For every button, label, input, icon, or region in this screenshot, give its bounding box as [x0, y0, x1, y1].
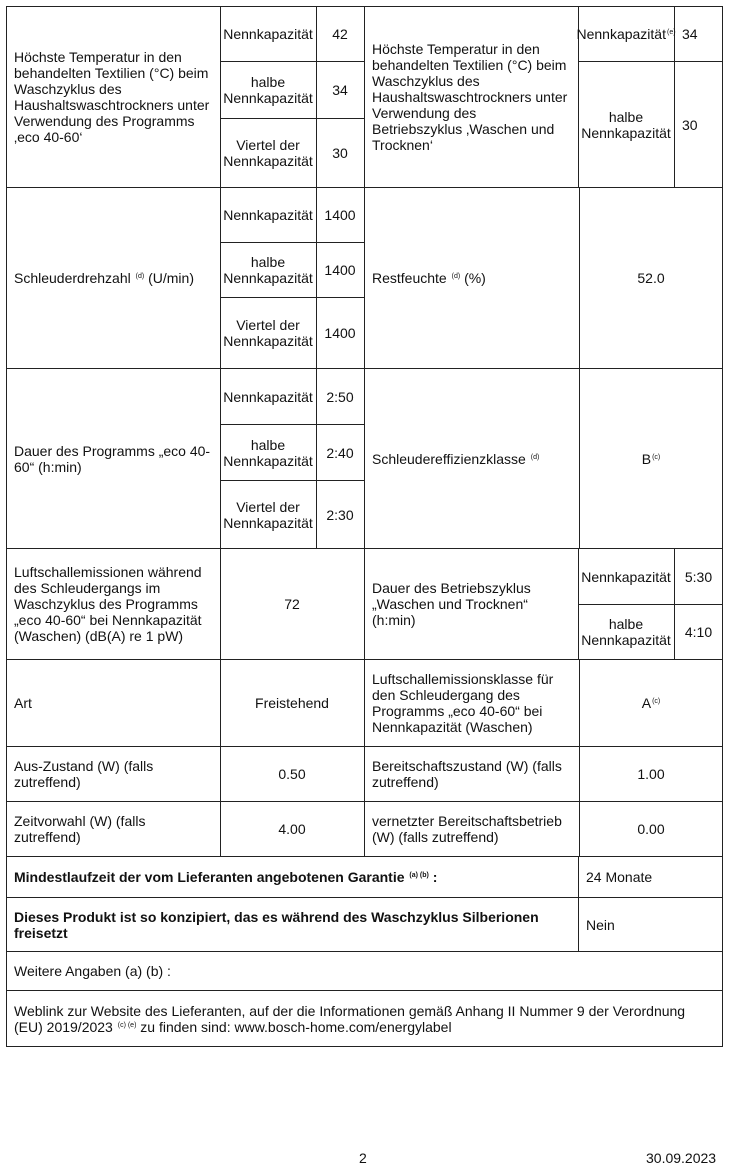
- duration-quarter-value: 2:30: [326, 506, 354, 523]
- spin-efficiency-class-value: $B^{(c)}$: [641, 450, 661, 467]
- weblink-text: Weblink zur Website des Lieferanten, auf der die Informationen gemäß Anhang II Nummer 9 der Verordnung (EU) 2019/2023 $^{(c) (e)}$ zu finden sind: www.bosch-home.com/energylabel: [14, 1002, 686, 1035]
- wash-dry-temperature-rated-value: 34: [682, 26, 698, 42]
- wash-dry-duration-label: Dauer des Betriebszyklus „Waschen und Trocknen“ (h:min): [372, 580, 531, 628]
- wash-dry-duration-rated-value: 5:30: [684, 568, 713, 585]
- networked-standby-value: 0.00: [637, 821, 665, 837]
- spin-quarter-capacity-label: Viertel der Nennkapazität: [223, 317, 313, 349]
- off-mode-value: 0.50: [278, 766, 306, 782]
- warranty-value: 24 Monate: [586, 869, 653, 885]
- spin-rated-capacity-label: Nennkapazität: [223, 207, 313, 223]
- noise-class-label: Luftschallemissionsklasse für den Schleudergang des Programms „eco 40-60“ bei Nennkapazität (Waschen): [372, 671, 554, 735]
- wash-dry-duration-rated-label: Nennkapazität: [581, 568, 671, 585]
- type-label: Art: [14, 695, 32, 711]
- residual-moisture-value: 52.0: [637, 270, 665, 286]
- max-temperature-wash-dry-label: Höchste Temperatur in den behandelten Textilien (°C) beim Waschzyklus des Haushaltswaschtrockners unter Verwendung des Betriebszyklus ‚Waschen und Trocknen‘: [372, 41, 568, 153]
- wash-dry-half-capacity-label: halbe Nennkapazität: [581, 108, 671, 141]
- off-mode-label: Aus-Zustand (W) (falls zutreffend): [14, 758, 154, 790]
- spin-noise-value: 72: [284, 596, 300, 612]
- spin-half-capacity-label: halbe Nennkapazität: [223, 254, 313, 286]
- further-info-label: Weitere Angaben (a) (b) :: [14, 963, 171, 979]
- page-number: 2: [359, 1150, 367, 1166]
- noise-class-value: $A^{(c)}$: [641, 695, 661, 711]
- wash-dry-rated-capacity-label: Nennkapazität$^{(e)}$: [576, 26, 676, 42]
- max-temperature-half-value: 34: [332, 82, 348, 98]
- max-temperature-eco-label: Höchste Temperatur in den behandelten Textilien (°C) beim Waschzyklus des Haushaltswaschtrockners unter Verwendung des Programms ‚eco 40-60‘: [14, 49, 210, 145]
- silver-ions-value: Nein: [586, 916, 615, 933]
- half-capacity-label: halbe Nennkapazität: [223, 74, 313, 106]
- delay-start-label: Zeitvorwahl (W) (falls zutreffend): [14, 813, 146, 845]
- max-temperature-quarter-value: 30: [332, 145, 348, 161]
- duration-half-capacity-label: halbe Nennkapazität: [223, 436, 313, 469]
- standby-mode-value: 1.00: [637, 766, 665, 782]
- warranty-label: Mindestlaufzeit der vom Lieferanten angebotenen Garantie $^{(a) (b)}$ :: [14, 869, 438, 885]
- residual-moisture-label: Restfeuchte $^{(d)}$ (%): [372, 270, 486, 286]
- silver-ions-label: Dieses Produkt ist so konzipiert, das es während des Waschzyklus Silberionen freisetzt: [14, 908, 539, 941]
- duration-quarter-capacity-label: Viertel der Nennkapazität: [223, 498, 313, 531]
- quarter-capacity-label: Viertel der Nennkapazität: [223, 137, 313, 169]
- duration-half-value: 2:40: [326, 444, 354, 461]
- delay-start-value: 4.00: [278, 821, 306, 837]
- rated-capacity-label: Nennkapazität: [223, 26, 313, 42]
- spin-speed-half-value: 1400: [324, 262, 356, 278]
- spin-speed-rated-value: 1400: [324, 207, 356, 223]
- duration-rated-capacity-label: Nennkapazität: [223, 388, 313, 405]
- standby-mode-label: Bereitschaftszustand (W) (falls zutreffend): [372, 758, 562, 790]
- wash-dry-temperature-half-value: 30: [682, 116, 698, 133]
- spin-noise-label: Luftschallemissionen während des Schleudergangs im Waschzyklus des Programms „eco 40-60“ bei Nennkapazität (Waschen) (dB(A) re 1 pW): [14, 564, 202, 644]
- spin-speed-quarter-value: 1400: [324, 325, 356, 341]
- duration-rated-value: 2:50: [326, 388, 354, 405]
- type-value: Freistehend: [255, 695, 329, 711]
- wash-dry-duration-half-label: halbe Nennkapazität: [581, 616, 671, 648]
- networked-standby-label: vernetzter Bereitschaftsbetrieb (W) (falls zutreffend): [372, 813, 562, 845]
- eco-duration-label: Dauer des Programms „eco 40-60“ (h:min): [14, 442, 211, 475]
- spin-efficiency-class-label: Schleudereffizienzklasse $^{(d)}$: [372, 450, 540, 467]
- max-temperature-rated-value: 42: [332, 26, 348, 42]
- spin-speed-label: Schleuderdrehzahl $^{(d)}$ (U/min): [14, 270, 194, 286]
- wash-dry-duration-half-value: 4:10: [684, 624, 713, 640]
- document-date: 30.09.2023: [646, 1150, 717, 1166]
